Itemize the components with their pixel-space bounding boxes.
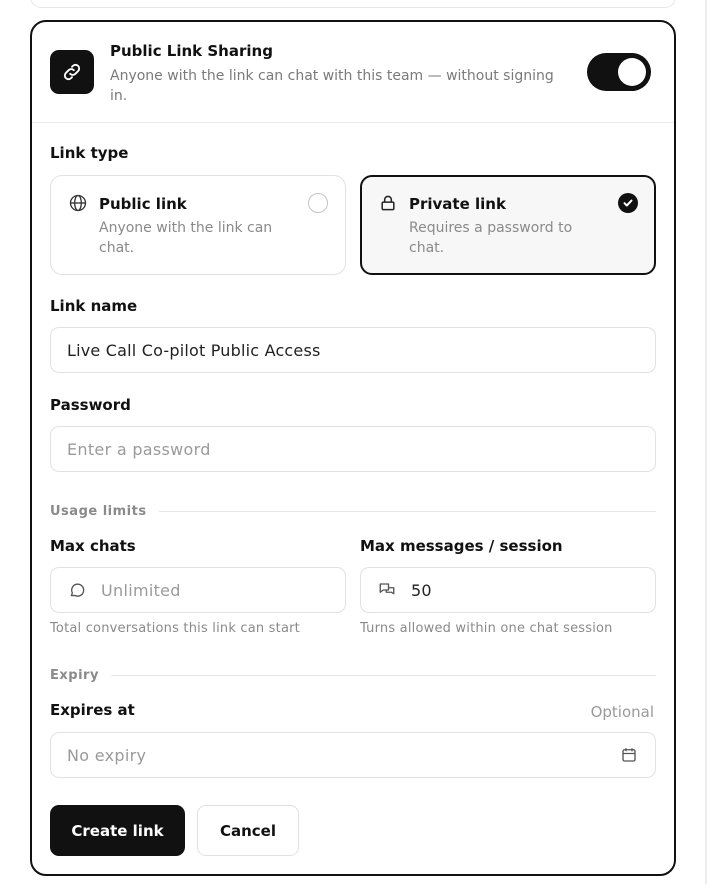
- option-private-link[interactable]: [360, 175, 656, 275]
- link-name-input[interactable]: [50, 327, 656, 373]
- link-icon: [50, 50, 94, 94]
- max-chats-input[interactable]: [50, 567, 346, 613]
- option-description: Anyone with the link can chat.: [99, 220, 273, 256]
- previous-card: [30, 0, 676, 8]
- cancel-button[interactable]: Cancel: [197, 805, 299, 856]
- calendar-icon[interactable]: [619, 745, 639, 765]
- optional-badge: Optional: [590, 703, 654, 721]
- usage-limits-heading: Usage limits: [50, 503, 147, 519]
- option-title: Private link: [409, 195, 506, 213]
- max-messages-input[interactable]: [360, 567, 656, 613]
- usage-limits-section: [50, 503, 656, 519]
- password-input[interactable]: [50, 426, 656, 472]
- scrollbar[interactable]: [705, 0, 707, 884]
- globe-icon: [68, 193, 88, 213]
- max-chats-placeholder: Unlimited: [101, 580, 181, 600]
- max-messages-hint: Turns allowed within one chat session: [360, 621, 613, 636]
- max-chats-hint: Total conversations this link can start: [50, 621, 300, 636]
- header-title: Public Link Sharing: [110, 42, 273, 60]
- option-title: Public link: [99, 195, 187, 213]
- expiry-placeholder: No expiry: [67, 745, 147, 765]
- option-public-link[interactable]: [50, 175, 346, 275]
- public-link-card: [30, 20, 676, 876]
- public-link-toggle[interactable]: [587, 53, 651, 91]
- divider: [159, 511, 656, 512]
- divider: [111, 675, 656, 676]
- link-type-label: Link type: [50, 144, 129, 162]
- link-name-value: Live Call Co-pilot Public Access: [67, 340, 321, 360]
- option-description: Requires a password to chat.: [409, 220, 573, 256]
- radio-checked[interactable]: [618, 193, 638, 213]
- card-header: [32, 22, 674, 123]
- lock-icon: [378, 193, 398, 213]
- expiry-input[interactable]: [50, 732, 656, 778]
- chat-bubble-icon: [67, 580, 87, 600]
- expiry-heading: Expiry: [50, 667, 99, 683]
- expires-at-label: Expires at: [50, 701, 135, 719]
- max-messages-value: 50: [411, 580, 432, 600]
- max-messages-label: Max messages / session: [360, 537, 563, 555]
- radio-unchecked[interactable]: [308, 193, 328, 213]
- create-link-button[interactable]: Create link: [50, 805, 185, 856]
- messages-icon: [377, 580, 397, 600]
- expiry-section: [50, 667, 656, 683]
- link-name-label: Link name: [50, 297, 138, 315]
- header-description: Anyone with the link can chat with this team — without signing in.: [110, 68, 554, 104]
- password-label: Password: [50, 396, 131, 414]
- toggle-knob: [618, 58, 646, 86]
- max-chats-label: Max chats: [50, 537, 136, 555]
- password-placeholder: Enter a password: [67, 439, 211, 459]
